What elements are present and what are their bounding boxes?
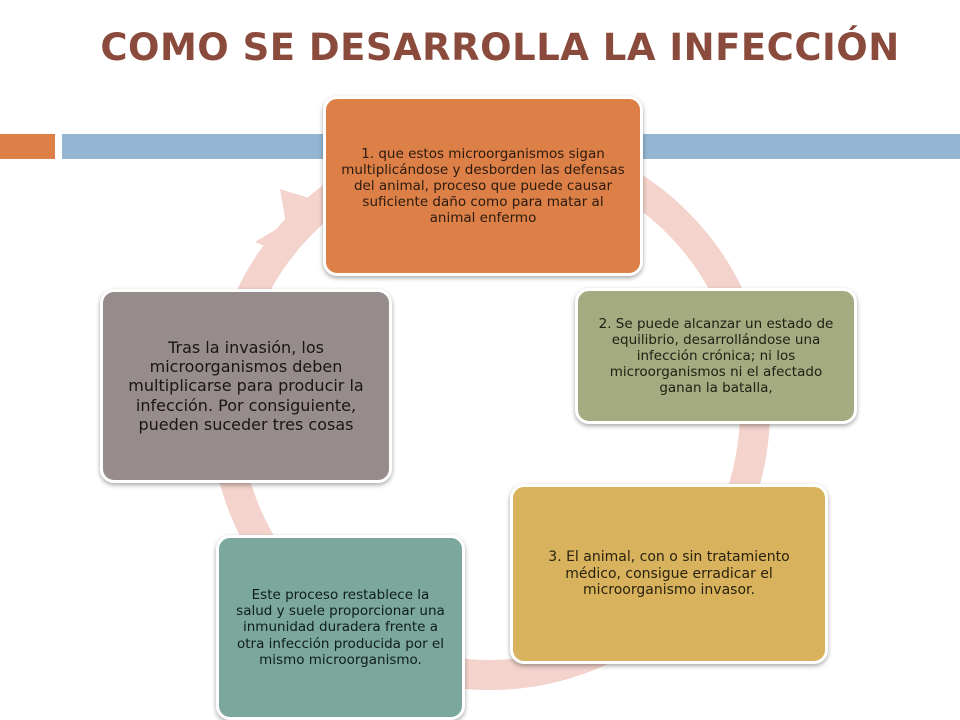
cycle-step-4 [216, 535, 465, 720]
slide-title: COMO SE DESARROLLA LA INFECCIÓN [100, 26, 900, 69]
cycle-step-3 [510, 484, 828, 664]
cycle-center-text: Tras la invasión, los microorganismos deben multiplicarse para producir la infección. Por consiguiente, pueden suceder tres cosas [128, 338, 364, 434]
cycle-step-2 [575, 288, 857, 424]
cycle-step-3-text: 3. El animal, con o sin tratamiento médico, consigue erradicar el microorganismo invasor. [548, 548, 790, 599]
cycle-step-2-text: 2. Se puede alcanzar un estado de equilibrio, desarrollándose una infección crónica; ni los microorganismos ni el afectado ganan la batalla, [598, 315, 834, 397]
cycle-step-4-text: Este proceso restablece la salud y suele proporcionar una inmunidad duradera frente a otra infección producida por el mismo microorganismo. [236, 587, 445, 668]
cycle-center-box [100, 289, 392, 483]
cycle-step-1-text: 1. que estos microorganismos sigan multiplicándose y desborden las defensas del animal, proceso que puede causar suficiente daño como para matar al animal enfermo [341, 145, 625, 227]
cycle-step-1 [323, 96, 643, 276]
